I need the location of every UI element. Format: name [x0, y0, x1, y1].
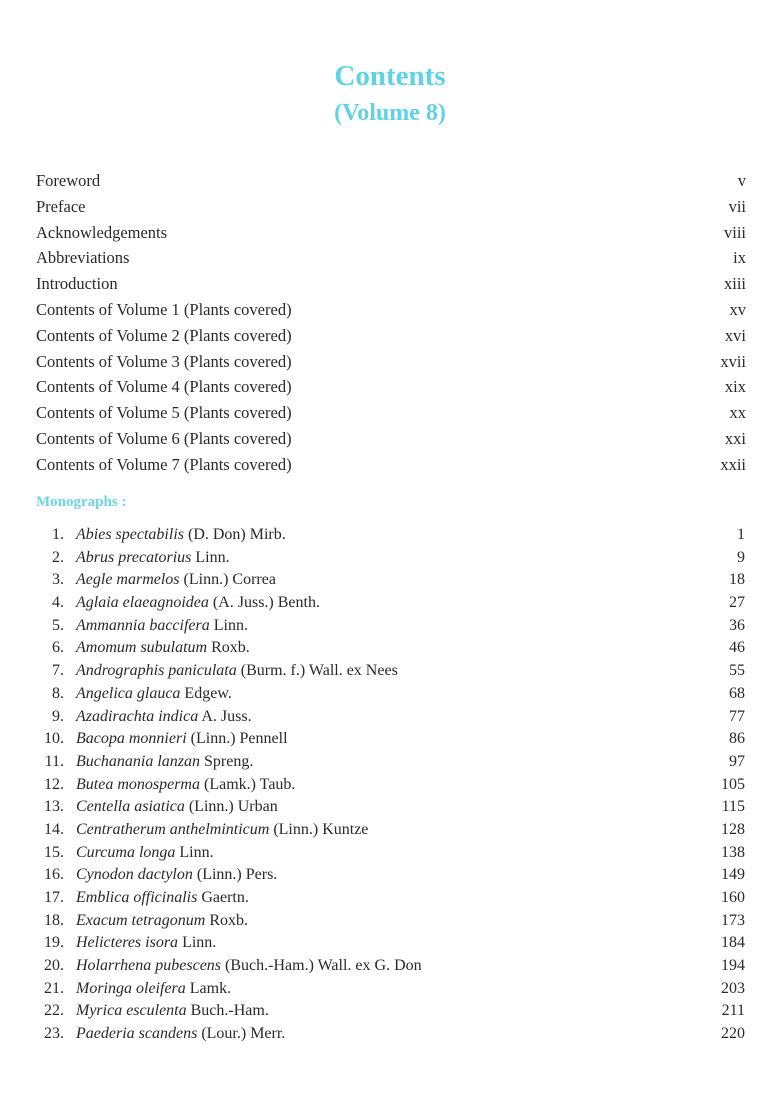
monograph-number: 16.: [44, 866, 64, 884]
monograph-page: 149: [721, 866, 745, 884]
species-name: Helicteres isora: [76, 934, 179, 952]
author-citation: (Linn.) Kuntze: [269, 820, 369, 838]
monograph-entry: [36, 637, 745, 660]
monograph-number: 10.: [44, 730, 64, 748]
monograph-name: [76, 864, 721, 887]
monographs-heading: Monographs :: [36, 494, 127, 510]
species-name: Abies spectabilis: [76, 526, 184, 543]
species-name: Emblica officinalis: [76, 889, 198, 906]
author-citation: Linn.: [178, 934, 217, 952]
monograph-entry: [36, 932, 745, 955]
toc-entry-page: v: [737, 171, 746, 190]
monograph-name: [76, 796, 722, 819]
monograph-page: 1: [737, 526, 745, 543]
monograph-entry: [36, 751, 745, 774]
author-citation: (Linn.) Pers.: [192, 866, 278, 884]
monograph-number: 18.: [44, 911, 64, 929]
monograph-number: 8.: [52, 684, 64, 702]
monograph-entry: [36, 592, 745, 615]
monograph-entry: [36, 978, 745, 1001]
monograph-page: 36: [729, 616, 745, 634]
toc-entry-page: viii: [723, 222, 746, 242]
toc-entry-page: vii: [728, 196, 746, 216]
author-citation: (Lamk.) Taub.: [199, 775, 296, 793]
monograph-number: 11.: [44, 752, 64, 770]
author-citation: (Burm. f.) Wall. ex Nees: [236, 662, 398, 680]
toc-entry: [36, 349, 746, 375]
monograph-name: [76, 1000, 722, 1023]
monograph-entry: [36, 728, 745, 751]
monograph-page: 184: [721, 934, 745, 952]
toc-entry: [36, 194, 746, 220]
monograph-page: 194: [721, 957, 745, 975]
monograph-entry: [36, 796, 745, 819]
monograph-name: [76, 751, 729, 774]
author-citation: Gaertn.: [197, 889, 249, 906]
monograph-number: 23.: [44, 1025, 64, 1043]
monograph-number: 17.: [44, 889, 64, 906]
monograph-name: [76, 637, 729, 660]
species-name: Centratherum anthelminticum: [76, 820, 270, 838]
toc-entry: [36, 168, 746, 194]
monograph-page: 128: [721, 820, 745, 838]
monograph-entry: [36, 887, 745, 910]
author-citation: (Linn.) Pennell: [186, 730, 288, 748]
species-name: Curcuma longa: [76, 843, 176, 861]
monograph-name: [76, 1023, 721, 1046]
monograph-entry: [36, 706, 745, 729]
monograph-page: 160: [721, 889, 745, 906]
species-name: Cynodon dactylon: [76, 866, 193, 884]
monograph-name: [76, 660, 729, 683]
monograph-page: 115: [721, 798, 745, 816]
toc-entry-label: Contents of Volume 5 (Plants covered): [36, 403, 292, 423]
species-name: Holarrhena pubescens: [76, 957, 222, 975]
author-citation: (Linn.) Correa: [179, 571, 276, 589]
monograph-number: 22.: [44, 1002, 64, 1020]
toc-entry-label: Foreword: [36, 171, 101, 190]
monograph-number: 5.: [52, 616, 64, 634]
monograph-page: 27: [729, 594, 745, 612]
monograph-name: [76, 910, 721, 933]
author-citation: A. Juss.: [198, 707, 252, 725]
species-name: Centella asiatica: [76, 798, 185, 816]
toc-entry-label: Contents of Volume 7 (Plants covered): [36, 454, 292, 474]
monograph-entry: [36, 547, 745, 570]
species-name: Aegle marmelos: [76, 571, 180, 589]
toc-entry-label: Contents of Volume 3 (Plants covered): [36, 351, 292, 371]
toc-entry: [36, 220, 746, 246]
author-citation: (Linn.) Urban: [184, 798, 278, 816]
toc-entry-page: xx: [729, 403, 746, 423]
monograph-page: 18: [729, 571, 745, 589]
toc-entry: [36, 323, 746, 349]
author-citation: Linn.: [191, 548, 230, 566]
toc-entry: [36, 245, 746, 271]
author-citation: Edgew.: [180, 684, 232, 702]
toc-entry-label: Abbreviations: [36, 248, 130, 268]
monograph-name: [76, 592, 729, 615]
monograph-entry: [36, 955, 745, 978]
monographs-list: [36, 524, 745, 1046]
toc-entry: [36, 374, 746, 400]
author-citation: (D. Don) Mirb.: [183, 526, 286, 543]
toc-entry-page: ix: [733, 248, 746, 268]
species-name: Abrus precatorius: [76, 548, 192, 566]
monograph-number: 2.: [52, 548, 64, 566]
monograph-entry: [36, 1023, 745, 1046]
monograph-page: 77: [729, 707, 745, 725]
monograph-name: [76, 728, 729, 751]
species-name: Aglaia elaeagnoidea: [76, 594, 209, 612]
monograph-name: [76, 524, 737, 547]
monograph-name: [76, 819, 721, 842]
author-citation: Spreng.: [200, 752, 254, 770]
monograph-number: 14.: [44, 820, 64, 838]
species-name: Bacopa monnieri: [76, 730, 187, 748]
monograph-number: 20.: [44, 957, 64, 975]
monograph-name: [76, 683, 729, 706]
toc-entry-page: xvi: [724, 325, 746, 345]
toc-entry-label: Introduction: [36, 274, 118, 294]
species-name: Angelica glauca: [76, 684, 181, 702]
monograph-entry: [36, 910, 745, 933]
monograph-name: [76, 887, 721, 910]
monograph-name: [76, 569, 729, 592]
monograph-page: 138: [721, 843, 745, 861]
monograph-page: 211: [721, 1002, 745, 1020]
toc-entry-page: xix: [724, 377, 746, 397]
monograph-number: 1.: [52, 526, 64, 543]
monograph-entry: [36, 864, 745, 887]
toc-entry: [36, 452, 746, 478]
monograph-name: [76, 842, 721, 865]
author-citation: Roxb.: [205, 911, 248, 929]
volume-subtitle: (Volume 8): [334, 100, 446, 126]
monograph-page: 203: [721, 979, 745, 997]
monograph-page: 55: [729, 662, 745, 680]
toc-entry-label: Contents of Volume 2 (Plants covered): [36, 325, 292, 345]
monograph-entry: [36, 819, 745, 842]
author-citation: Lamk.: [185, 979, 232, 997]
monograph-number: 3.: [52, 571, 64, 589]
monograph-page: 68: [729, 684, 745, 702]
monograph-entry: [36, 1000, 745, 1023]
species-name: Myrica esculenta: [76, 1002, 187, 1020]
author-citation: (Buch.-Ham.) Wall. ex G. Don: [221, 957, 422, 975]
monograph-number: 15.: [44, 843, 64, 861]
monograph-name: [76, 547, 737, 570]
monograph-page: 105: [721, 775, 745, 793]
monograph-entry: [36, 615, 745, 638]
monograph-page: 173: [721, 911, 745, 929]
monograph-page: 86: [729, 730, 745, 748]
species-name: Ammannia baccifera: [76, 616, 210, 634]
toc-entry-page: xv: [729, 299, 746, 319]
toc-entry-page: xvii: [720, 351, 746, 371]
species-name: Exacum tetragonum: [76, 911, 206, 929]
monograph-page: 220: [721, 1025, 745, 1043]
monograph-entry: [36, 660, 745, 683]
monograph-number: 13.: [44, 798, 64, 816]
monograph-name: [76, 955, 721, 978]
monograph-number: 21.: [44, 979, 64, 997]
species-name: Buchanania lanzan: [76, 752, 200, 770]
monograph-name: [76, 706, 729, 729]
toc-entry-label: Acknowledgements: [36, 222, 168, 242]
author-citation: (Lour.) Merr.: [197, 1025, 286, 1043]
monograph-number: 6.: [52, 639, 64, 657]
monograph-name: [76, 932, 721, 955]
toc-entry-label: Contents of Volume 6 (Plants covered): [36, 428, 292, 448]
monograph-name: [76, 978, 721, 1001]
author-citation: Buch.-Ham.: [186, 1002, 269, 1020]
toc-entry-page: xiii: [723, 274, 746, 294]
toc-entry-label: Preface: [36, 196, 86, 216]
author-citation: (A. Juss.) Benth.: [208, 594, 320, 612]
toc-entry: [36, 297, 746, 323]
toc-entry-page: xxi: [724, 428, 746, 448]
monograph-entry: [36, 683, 745, 706]
monograph-page: 46: [729, 639, 745, 657]
monograph-entry: [36, 774, 745, 797]
page-title: Contents: [334, 60, 446, 92]
monograph-number: 19.: [44, 934, 64, 952]
monograph-name: [76, 615, 729, 638]
species-name: Moringa oleifera: [76, 979, 186, 997]
author-citation: Linn.: [175, 843, 214, 861]
species-name: Butea monosperma: [76, 775, 200, 793]
toc-entry-label: Contents of Volume 1 (Plants covered): [36, 299, 292, 319]
species-name: Amomum subulatum: [76, 639, 208, 657]
front-matter-list: [36, 168, 746, 478]
monograph-number: 4.: [52, 594, 64, 612]
monograph-name: [76, 774, 721, 797]
monograph-number: 12.: [44, 775, 64, 793]
toc-entry-label: Contents of Volume 4 (Plants covered): [36, 377, 292, 397]
monograph-entry: [36, 524, 745, 547]
toc-entry: [36, 426, 746, 452]
monograph-number: 9.: [52, 707, 64, 725]
species-name: Andrographis paniculata: [76, 662, 237, 680]
monograph-page: 9: [737, 548, 745, 566]
species-name: Azadirachta indica: [76, 707, 199, 725]
toc-entry: [36, 271, 746, 297]
monograph-entry: [36, 569, 745, 592]
toc-entry: [36, 400, 746, 426]
monograph-entry: [36, 842, 745, 865]
monograph-page: 97: [729, 752, 745, 770]
author-citation: Roxb.: [207, 639, 250, 657]
species-name: Paederia scandens: [76, 1025, 198, 1043]
toc-entry-page: xxii: [720, 454, 746, 474]
monograph-number: 7.: [52, 662, 64, 680]
author-citation: Linn.: [209, 616, 248, 634]
